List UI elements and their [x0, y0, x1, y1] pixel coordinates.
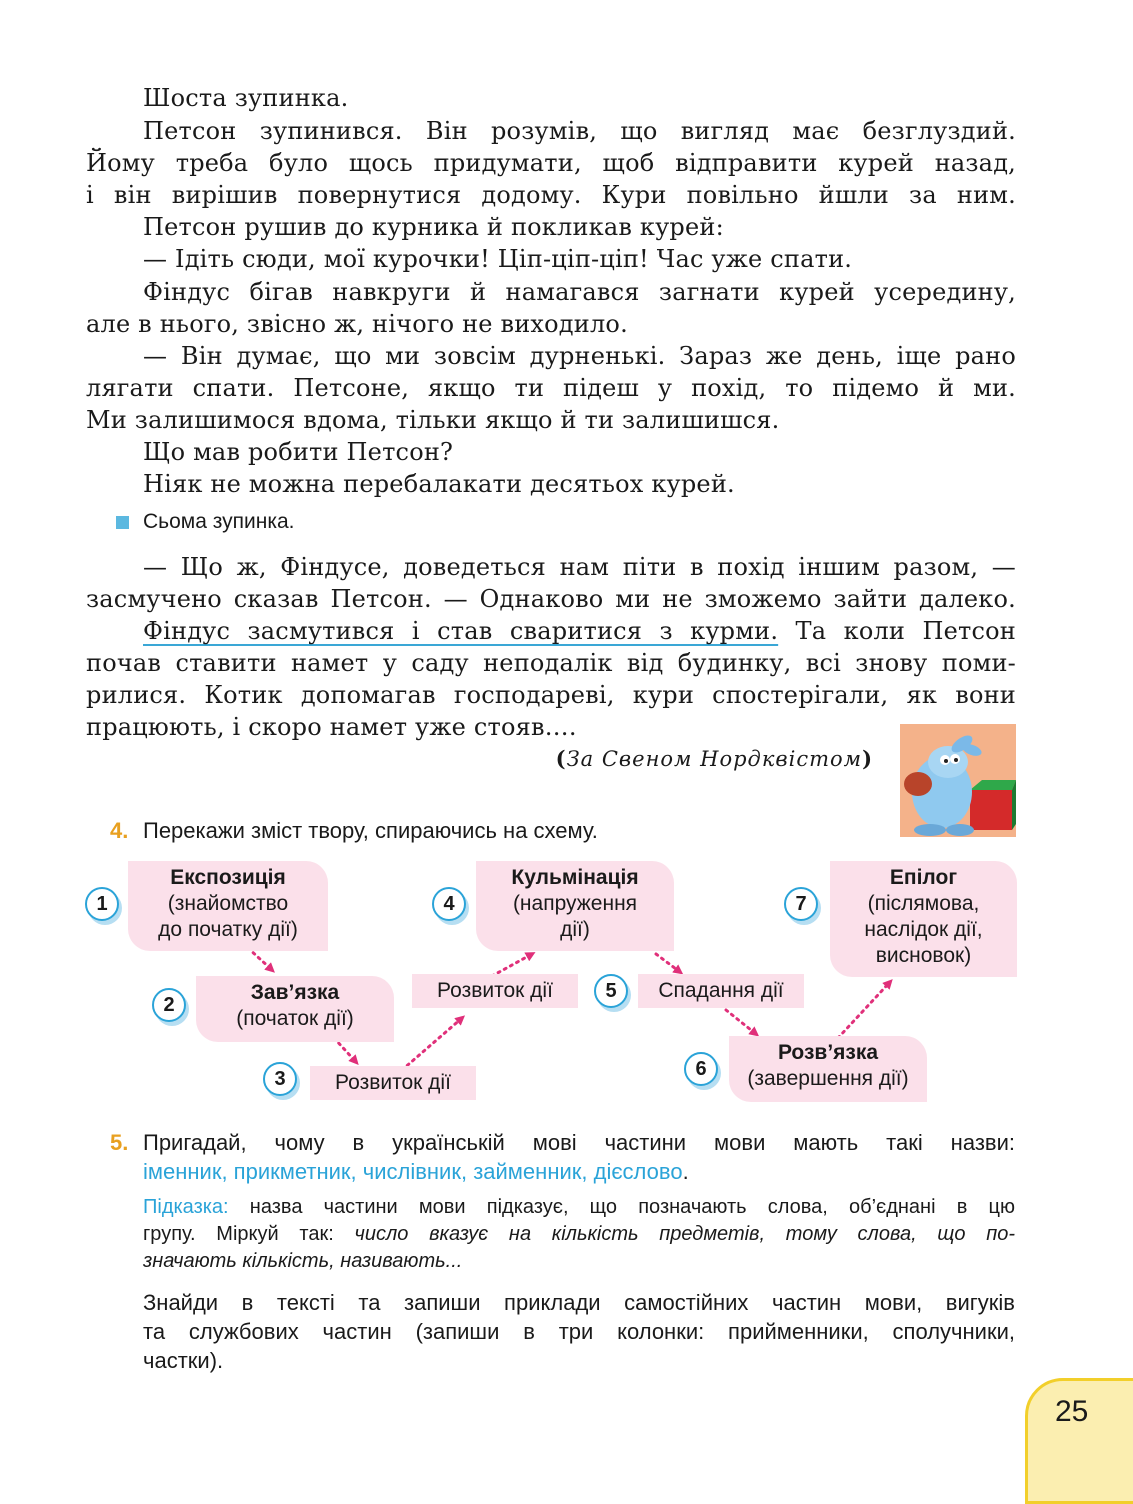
epilogue-box: [830, 861, 1017, 977]
epilogue-desc: наслідок дії,: [864, 918, 983, 941]
attribution: (За Свеном Нордквістом): [555, 746, 873, 771]
hint-text: назва частини мови підказує, що позначають слова, об’єднані в цю: [228, 1196, 1015, 1218]
arrow: [838, 982, 890, 1038]
underlined-sentence: Фіндус засмутився і став сваритися з курми.: [143, 617, 779, 645]
falling-action-box: Спадання дії: [638, 974, 804, 1008]
task-5-number: 5.: [110, 1130, 129, 1155]
step-number-3: 3: [263, 1062, 297, 1096]
plot-box: [196, 976, 394, 1042]
hint-text: групу. Міркуй так:: [143, 1223, 355, 1245]
step-number-2: 2: [152, 988, 186, 1022]
story-line: Ніяк не можна перебалакати десятьох курей.: [143, 470, 735, 498]
story-line: Що мав робити Петсон?: [143, 438, 454, 466]
arrow: [656, 954, 680, 972]
arrow: [492, 954, 532, 976]
climax-title: Кульмінація: [511, 866, 639, 889]
story-line: — Ідіть сюди, мої курочки! Ціп-ціп-ціп! Час уже спати.: [143, 245, 853, 273]
resolution-box: [729, 1036, 927, 1102]
hint-label: Підказка:: [143, 1196, 229, 1218]
task-4-number: 4.: [110, 818, 129, 843]
story-line: Петсон рушив до курника й покликав курей:: [143, 213, 724, 241]
exposition-box: [128, 861, 328, 951]
hint-line: [143, 1248, 1015, 1275]
task-5-assignment: [143, 1288, 1015, 1375]
hint-line: [143, 1194, 1015, 1221]
climax-desc: (напруження: [512, 892, 638, 915]
parts-of-speech: іменник, прикметник, числівник, займенник, дієслово: [143, 1159, 683, 1184]
step-number-4: 4: [432, 887, 466, 921]
sentence-continuation: Та коли Петсон: [778, 617, 1016, 645]
story-line: Фіндус бігав навкруги й намагався загнати курей усередину,: [143, 278, 1016, 306]
epilogue-desc: (післямова,: [867, 892, 980, 915]
period: .: [682, 1159, 689, 1184]
climax-box: [476, 861, 674, 951]
hint-example: значають кількість, називають...: [143, 1250, 463, 1272]
assignment-line: частки).: [143, 1348, 224, 1373]
climax-desc: дії): [560, 918, 590, 941]
task-5-text: Пригадай, чому в українській мові частини мови мають такі назви:: [143, 1130, 1015, 1155]
story-line: і він вирішив повернутися додому. Кури повільно йшли за ним.: [86, 181, 1016, 209]
stop-seven-heading: Сьома зупинка.: [143, 510, 295, 533]
story-line: лягати спати. Петсоне, якщо ти підеш у похід, то підемо й ми.: [86, 374, 1016, 402]
exposition-title: Експозиція: [170, 866, 286, 889]
arrow: [402, 1018, 462, 1070]
arrow: [726, 1010, 756, 1034]
story-line: але в нього, звісно ж, нічого не виходило.: [86, 310, 628, 338]
attribution-author: За Свеном Нордквістом: [566, 747, 863, 771]
story-line: Шоста зупинка.: [143, 84, 349, 112]
epilogue-title: Епілог: [889, 866, 958, 889]
story-line: Ми залишимося вдома, тільки якщо й ти залишишся.: [86, 406, 780, 434]
plot-title: Зав’язка: [250, 981, 340, 1004]
story-line: — Він думає, що ми зовсім дурненькі. Зараз же день, іще рано: [143, 342, 1016, 370]
story-line: засмучено сказав Петсон. — Однаково ми не зможемо зайти далеко.: [86, 585, 1016, 613]
story-line: Петсон зупинився. Він розумів, що вигляд має безглуздий.: [143, 117, 1016, 145]
hint-example: число вказує на кількість предметів, тому слова, що по-: [354, 1223, 1015, 1245]
page-number: 25: [1055, 1395, 1089, 1428]
hint: [143, 1194, 1015, 1275]
step-number-6: 6: [684, 1052, 718, 1086]
step-number-7: 7: [784, 887, 818, 921]
story-line: Йому треба було щось придумати, щоб відправити курей назад,: [86, 149, 1016, 177]
development-box-1: Розвиток дії: [310, 1066, 476, 1100]
assignment-line: та службових частин (запиши в три колонки: прийменники, сполучники,: [143, 1319, 1015, 1344]
story-line: — Що ж, Фіндусе, доведеться нам піти в похід іншим разом, —: [143, 553, 1016, 581]
plot-desc: (початок дії): [236, 1007, 354, 1030]
assignment-line: Знайди в тексті та запиши приклади самостійних частин мови, вигуків: [143, 1290, 1015, 1315]
resolution-desc: (завершення дії): [747, 1067, 909, 1090]
step-number-1: 1: [85, 887, 119, 921]
story-line: почав ставити намет у саду неподалік від будинку, всі знову поми-: [86, 649, 1016, 677]
epilogue-desc: висновок): [875, 944, 972, 967]
task-4-text: Перекажи зміст твору, спираючись на схему.: [143, 818, 598, 843]
exposition-desc: (знайомство: [167, 892, 289, 915]
development-box-2: Розвиток дії: [412, 974, 578, 1008]
arrow: [248, 948, 272, 970]
resolution-title: Розв’язка: [777, 1041, 879, 1064]
story-line: рилися. Котик допомагав господареві, кури спостерігали, як вони: [86, 681, 1016, 709]
exposition-desc: до початку дії): [158, 918, 298, 941]
hint-line: [143, 1221, 1015, 1248]
parts-of-speech-line: [143, 1159, 689, 1185]
story-line: працюють, і скоро намет уже стояв….: [86, 713, 577, 741]
step-number-5: 5: [594, 974, 628, 1008]
